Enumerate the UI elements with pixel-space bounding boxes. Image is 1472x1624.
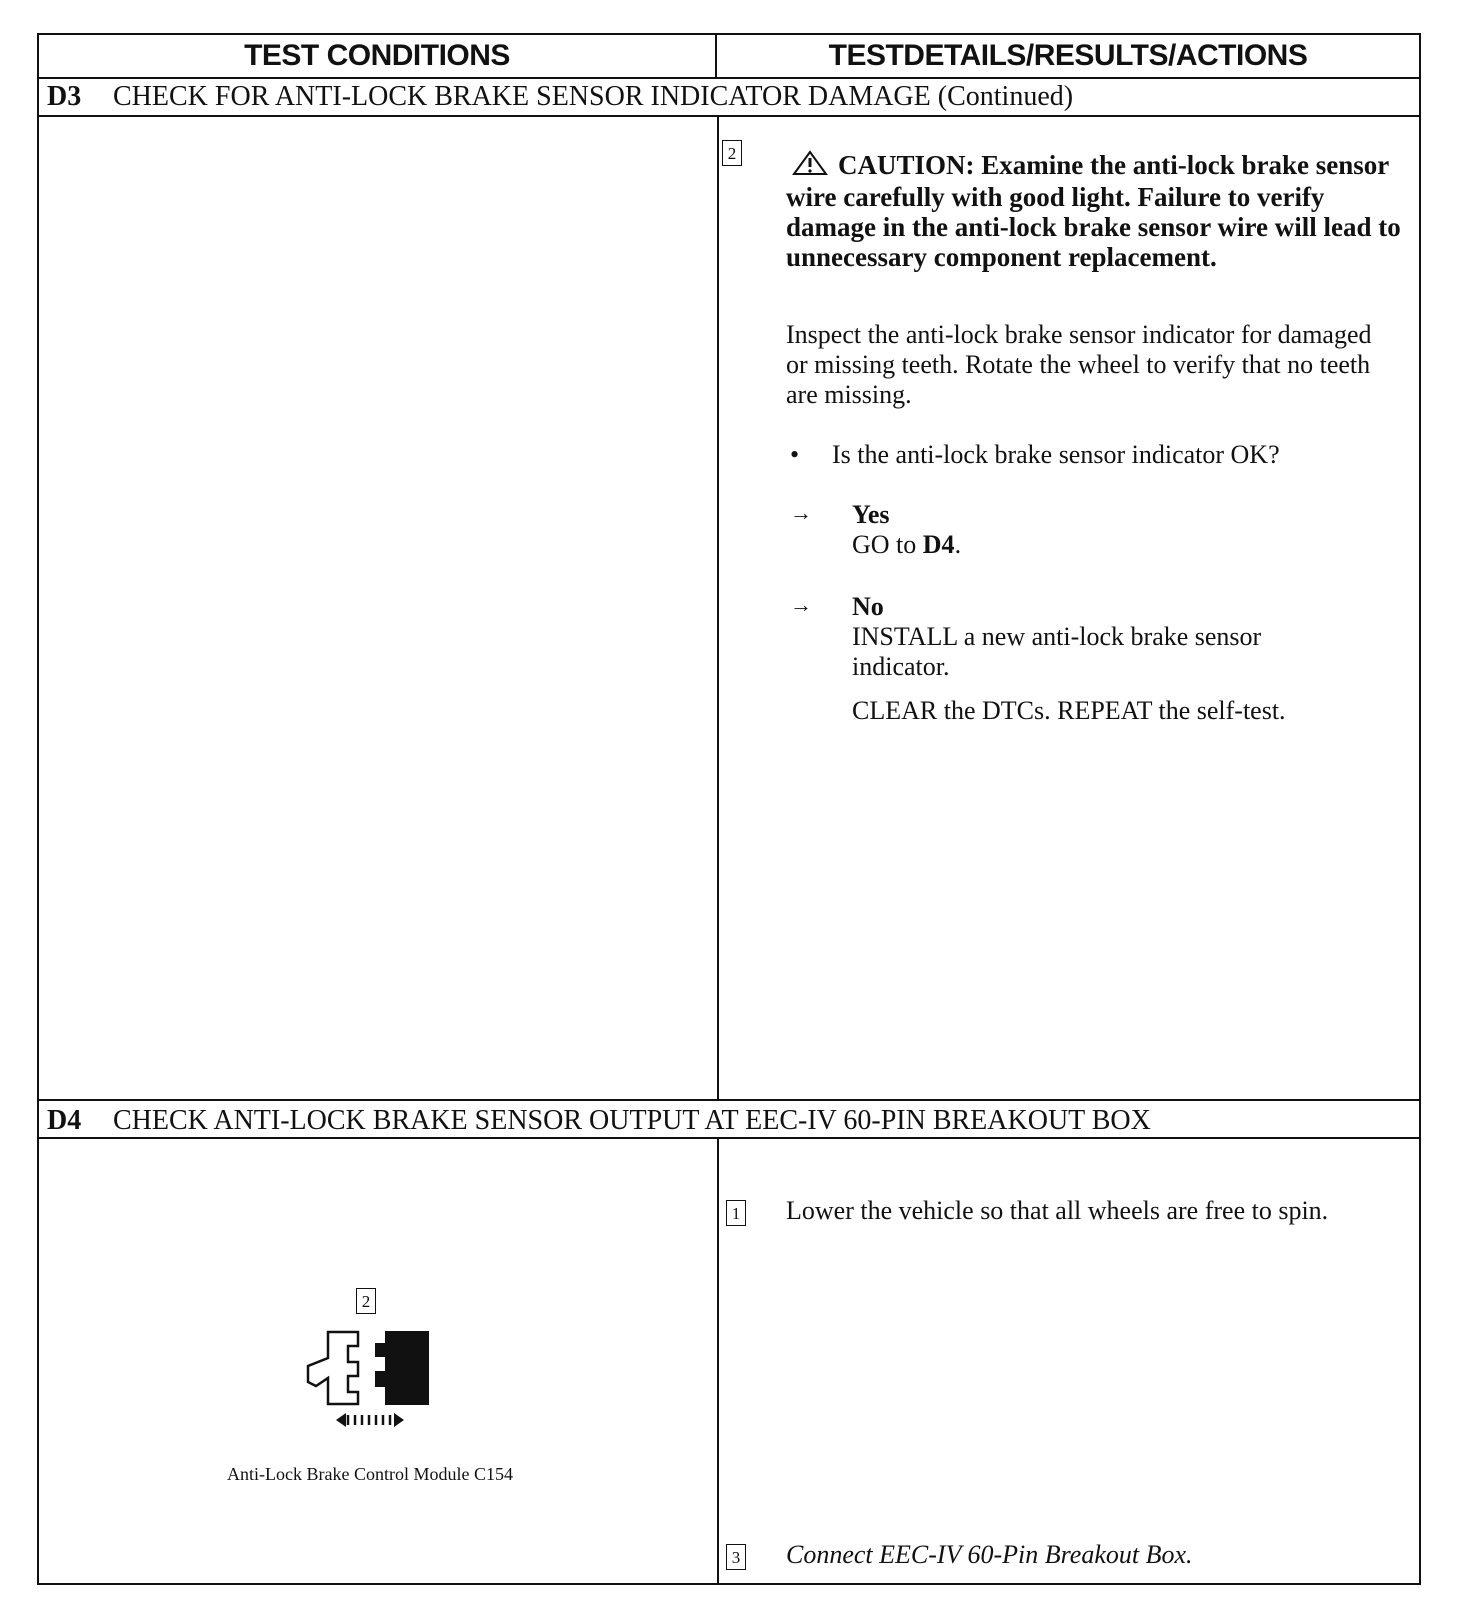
section-d4-title: CHECK ANTI-LOCK BRAKE SENSOR OUTPUT AT EEC-IV 60-PIN BREAKOUT BOX <box>113 1105 1151 1136</box>
inspection-question: Is the anti-lock brake sensor indicator OK? <box>832 440 1280 469</box>
no-action-repeat: CLEAR the DTCs. REPEAT the self-test. <box>852 696 1286 725</box>
step-number-box: 2 <box>722 140 742 166</box>
no-action: INSTALL a new anti-lock brake sensor indicator. <box>852 622 1262 681</box>
figure-caption: Anti-Lock Brake Control Module C154 <box>227 1464 513 1484</box>
step-number-box: 1 <box>726 1200 746 1226</box>
column-divider-d3 <box>717 117 719 1099</box>
yes-action-prefix: GO to <box>852 530 923 559</box>
no-label: No <box>852 592 884 621</box>
arrow-right-icon: → <box>790 592 812 617</box>
step1-text: Lower the vehicle so that all wheels are free to spin. <box>786 1196 1329 1225</box>
yes-action-target: D4 <box>922 530 955 559</box>
section-d3-title: CHECK FOR ANTI-LOCK BRAKE SENSOR INDICATOR DAMAGE (Continued) <box>113 81 1074 112</box>
connector-diagram-icon <box>300 1324 440 1444</box>
header-test-conditions: TEST CONDITIONS <box>39 35 717 77</box>
table-header-row <box>39 35 1419 79</box>
caution-text <box>786 150 1416 272</box>
section-d3-title-row <box>39 77 1419 117</box>
warning-triangle-icon <box>792 150 832 182</box>
header-test-details: TESTDETAILS/RESULTS/ACTIONS <box>828 39 1308 72</box>
bullet-icon: • <box>790 440 800 469</box>
step-number-box: 3 <box>726 1544 746 1570</box>
section-d4-title-row <box>39 1099 1419 1139</box>
caution-body: CAUTION: Examine the anti-lock brake sensor wire carefully with good light. Failure to verify damage in the anti-lock brake sensor wire will lead to unnecessary component replacement. <box>786 150 1401 272</box>
inspection-instruction: Inspect the anti-lock brake sensor indicator for damaged or missing teeth. Rotate the wheel to verify that no teeth are missing. <box>786 320 1372 409</box>
yes-label: Yes <box>852 500 890 529</box>
arrow-right-icon: → <box>790 500 812 525</box>
column-divider-d4 <box>717 1139 719 1585</box>
section-d4-id: D4 <box>47 1105 82 1136</box>
yes-action <box>852 530 961 560</box>
yes-action-suffix: . <box>954 530 962 559</box>
figure-step-number-box: 2 <box>356 1288 376 1314</box>
step3-text: Connect EEC-IV 60-Pin Breakout Box. <box>786 1540 1193 1569</box>
section-d3-id: D3 <box>47 81 82 112</box>
